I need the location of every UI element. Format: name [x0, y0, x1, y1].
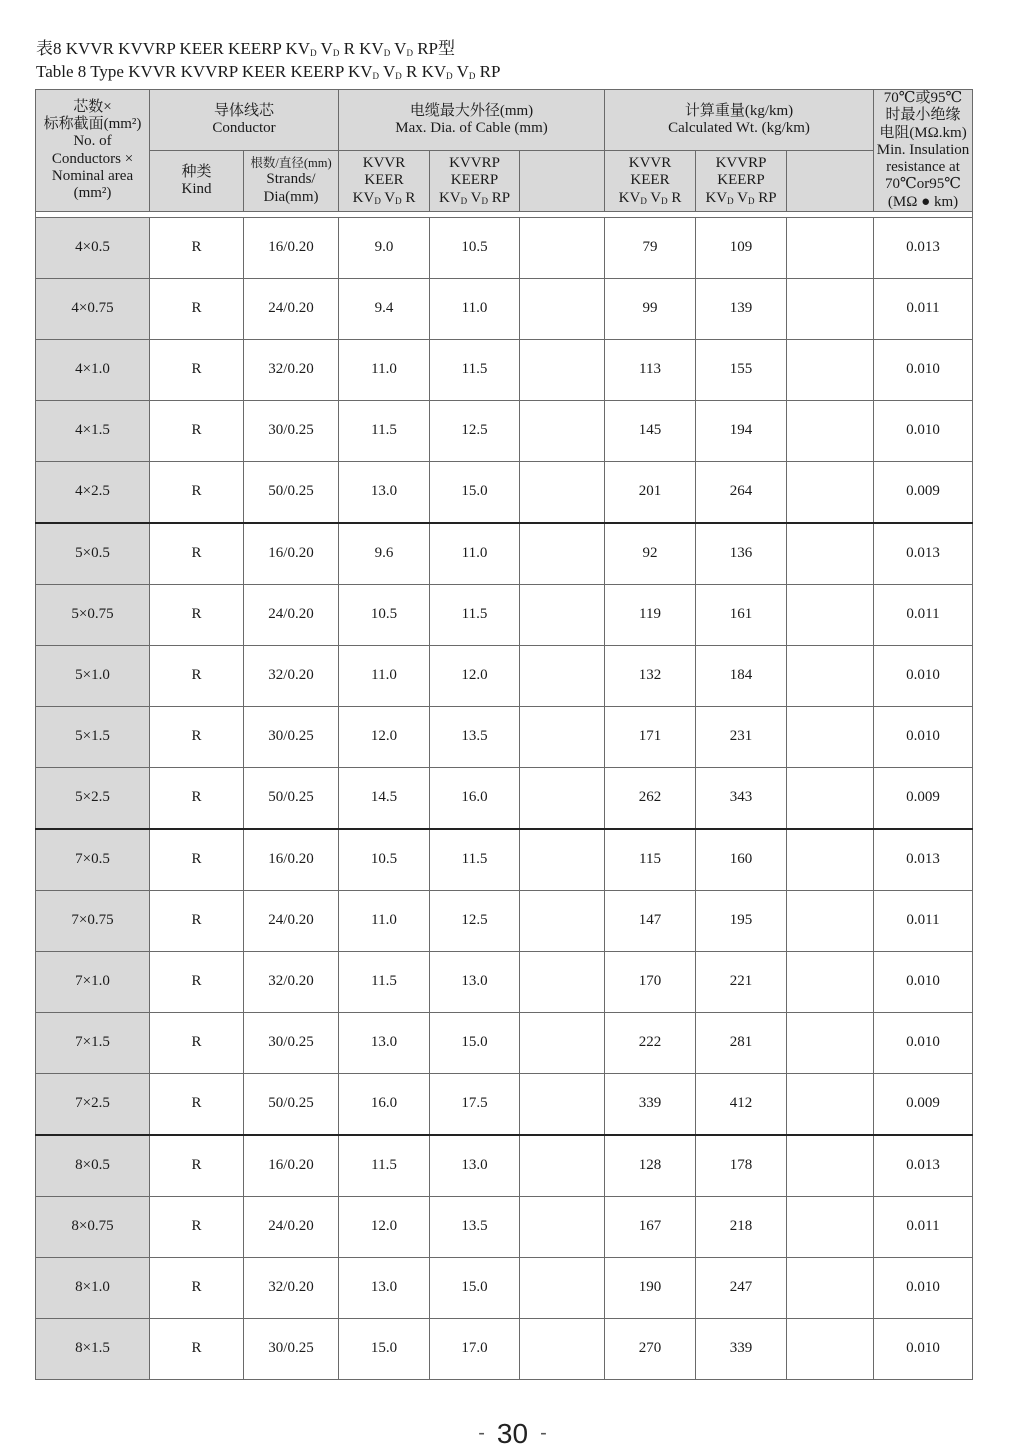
wt-blank-cell	[787, 768, 874, 830]
insulation-resistance-cell: 0.013	[874, 1135, 973, 1197]
wt-type-a-cell: 99	[605, 279, 696, 340]
wt-type-b-cell: 247	[696, 1258, 787, 1319]
size-cell: 4×1.0	[36, 340, 150, 401]
dia-blank-cell	[520, 1197, 605, 1258]
table-title-english: Table 8 Type KVVR KVVRP KEER KEERP $KV_D$ $V_D$ R $KV_D$ $V_D$ RP	[36, 62, 501, 81]
wt-type-a-cell: 147	[605, 891, 696, 952]
insulation-resistance-cell: 0.010	[874, 401, 973, 462]
kind-cell: R	[150, 829, 244, 891]
kind-cell: R	[150, 646, 244, 707]
insulation-resistance-cell: 0.010	[874, 340, 973, 401]
dia-type-a-cell: 13.0	[339, 1013, 430, 1074]
size-cell: 8×1.5	[36, 1319, 150, 1380]
table-row	[36, 279, 973, 340]
wt-type-a-cell: 128	[605, 1135, 696, 1197]
wt-blank-cell	[787, 1197, 874, 1258]
wt-type-b-cell: 155	[696, 340, 787, 401]
table-row	[36, 646, 973, 707]
title-types: KVVR KVVRP KEER KEERP	[128, 62, 344, 81]
title-en-prefix: Table 8 Type	[36, 62, 124, 81]
wt-blank-cell	[787, 829, 874, 891]
insulation-resistance-cell: 0.010	[874, 1319, 973, 1380]
dia-type-a-cell: 9.0	[339, 218, 430, 279]
header-calculated-weight: 计算重量(kg/km) Calculated Wt. (kg/km)	[605, 90, 874, 151]
header-strands: 根数/直径(mm) Strands/ Dia(mm)	[244, 151, 339, 212]
strands-cell: 16/0.20	[244, 523, 339, 585]
wt-type-a-cell: 79	[605, 218, 696, 279]
size-cell: 5×0.5	[36, 523, 150, 585]
dia-type-a-cell: 13.0	[339, 462, 430, 524]
wt-type-b-cell: 339	[696, 1319, 787, 1380]
dia-type-a-cell: 9.6	[339, 523, 430, 585]
wt-blank-cell	[787, 1013, 874, 1074]
wt-type-a-cell: 119	[605, 585, 696, 646]
wt-type-b-cell: 343	[696, 768, 787, 830]
size-cell: 7×0.75	[36, 891, 150, 952]
dia-type-a-cell: 10.5	[339, 585, 430, 646]
insulation-resistance-cell: 0.011	[874, 585, 973, 646]
dia-type-b-cell: 13.5	[430, 707, 520, 768]
wt-type-a-cell: 171	[605, 707, 696, 768]
kind-cell: R	[150, 1258, 244, 1319]
dia-type-b-cell: 11.5	[430, 585, 520, 646]
wt-type-b-cell: 136	[696, 523, 787, 585]
insulation-resistance-cell: 0.010	[874, 707, 973, 768]
dia-blank-cell	[520, 1258, 605, 1319]
wt-type-a-cell: 170	[605, 952, 696, 1013]
wt-blank-cell	[787, 1319, 874, 1380]
wt-type-b-cell: 194	[696, 401, 787, 462]
table-row	[36, 1135, 973, 1197]
dia-blank-cell	[520, 279, 605, 340]
size-cell: 7×2.5	[36, 1074, 150, 1136]
wt-type-a-cell: 167	[605, 1197, 696, 1258]
strands-cell: 32/0.20	[244, 340, 339, 401]
dia-type-b-cell: 11.5	[430, 340, 520, 401]
table-row	[36, 340, 973, 401]
dia-type-a-cell: 9.4	[339, 279, 430, 340]
dia-blank-cell	[520, 401, 605, 462]
wt-type-a-cell: 270	[605, 1319, 696, 1380]
header-dia-type-b: KVVRP KEERP $KV_D$ $V_D$ RP	[430, 151, 520, 212]
table-row	[36, 1013, 973, 1074]
header-max-diameter: 电缆最大外径(mm) Max. Dia. of Cable (mm)	[339, 90, 605, 151]
insulation-resistance-cell: 0.013	[874, 829, 973, 891]
size-cell: 8×0.5	[36, 1135, 150, 1197]
wt-type-a-cell: 201	[605, 462, 696, 524]
wt-type-b-cell: 139	[696, 279, 787, 340]
table-row	[36, 1197, 973, 1258]
size-cell: 7×0.5	[36, 829, 150, 891]
dia-blank-cell	[520, 340, 605, 401]
kind-cell: R	[150, 1197, 244, 1258]
wt-type-b-cell: 161	[696, 585, 787, 646]
dia-type-a-cell: 11.5	[339, 1135, 430, 1197]
size-cell: 5×0.75	[36, 585, 150, 646]
dia-type-b-cell: 13.0	[430, 1135, 520, 1197]
wt-blank-cell	[787, 707, 874, 768]
wt-type-b-cell: 109	[696, 218, 787, 279]
wt-type-b-cell: 184	[696, 646, 787, 707]
wt-type-b-cell: 412	[696, 1074, 787, 1136]
dia-type-b-cell: 15.0	[430, 1013, 520, 1074]
wt-blank-cell	[787, 1258, 874, 1319]
size-cell: 8×1.0	[36, 1258, 150, 1319]
wt-blank-cell	[787, 218, 874, 279]
table-body	[36, 218, 973, 1380]
strands-cell: 32/0.20	[244, 646, 339, 707]
header-wt-type-a: KVVR KEER $KV_D$ $V_D$ R	[605, 151, 696, 212]
wt-type-a-cell: 113	[605, 340, 696, 401]
wt-type-b-cell: 281	[696, 1013, 787, 1074]
wt-type-b-cell: 195	[696, 891, 787, 952]
dia-type-a-cell: 11.5	[339, 401, 430, 462]
kind-cell: R	[150, 462, 244, 524]
wt-type-a-cell: 92	[605, 523, 696, 585]
dia-blank-cell	[520, 523, 605, 585]
wt-blank-cell	[787, 952, 874, 1013]
header-conductor: 导体线芯 Conductor	[150, 90, 339, 151]
insulation-resistance-cell: 0.010	[874, 952, 973, 1013]
wt-type-b-cell: 231	[696, 707, 787, 768]
insulation-resistance-cell: 0.010	[874, 1258, 973, 1319]
dia-blank-cell	[520, 462, 605, 524]
table-row	[36, 462, 973, 524]
wt-blank-cell	[787, 585, 874, 646]
strands-cell: 50/0.25	[244, 1074, 339, 1136]
dia-type-b-cell: 13.5	[430, 1197, 520, 1258]
kind-cell: R	[150, 1319, 244, 1380]
dia-type-a-cell: 12.0	[339, 1197, 430, 1258]
kind-cell: R	[150, 1074, 244, 1136]
dia-type-a-cell: 16.0	[339, 1074, 430, 1136]
dia-type-a-cell: 13.0	[339, 1258, 430, 1319]
wt-blank-cell	[787, 891, 874, 952]
dia-type-a-cell: 10.5	[339, 829, 430, 891]
dia-type-b-cell: 16.0	[430, 768, 520, 830]
table-row	[36, 585, 973, 646]
dia-type-b-cell: 10.5	[430, 218, 520, 279]
header-dia-blank	[520, 151, 605, 212]
strands-cell: 30/0.25	[244, 401, 339, 462]
dia-type-a-cell: 11.0	[339, 646, 430, 707]
strands-cell: 32/0.20	[244, 1258, 339, 1319]
wt-type-a-cell: 145	[605, 401, 696, 462]
dia-type-b-cell: 12.5	[430, 401, 520, 462]
dia-blank-cell	[520, 952, 605, 1013]
table-row	[36, 768, 973, 830]
wt-type-a-cell: 132	[605, 646, 696, 707]
dia-blank-cell	[520, 707, 605, 768]
insulation-resistance-cell: 0.013	[874, 218, 973, 279]
dia-type-b-cell: 12.0	[430, 646, 520, 707]
table-row	[36, 1258, 973, 1319]
table-row	[36, 829, 973, 891]
size-cell: 5×2.5	[36, 768, 150, 830]
strands-cell: 16/0.20	[244, 829, 339, 891]
dia-type-a-cell: 11.0	[339, 891, 430, 952]
table-row	[36, 1074, 973, 1136]
page-number: - 30 -	[478, 1418, 547, 1449]
dia-blank-cell	[520, 768, 605, 830]
wt-type-b-cell: 264	[696, 462, 787, 524]
table-row	[36, 891, 973, 952]
insulation-resistance-cell: 0.009	[874, 462, 973, 524]
table-row	[36, 1319, 973, 1380]
wt-blank-cell	[787, 1074, 874, 1136]
wt-blank-cell	[787, 279, 874, 340]
insulation-resistance-cell: 0.011	[874, 1197, 973, 1258]
table-row	[36, 218, 973, 279]
dia-type-b-cell: 17.0	[430, 1319, 520, 1380]
size-cell: 5×1.0	[36, 646, 150, 707]
wt-type-b-cell: 218	[696, 1197, 787, 1258]
table-row	[36, 401, 973, 462]
strands-cell: 16/0.20	[244, 1135, 339, 1197]
kind-cell: R	[150, 768, 244, 830]
insulation-resistance-cell: 0.009	[874, 1074, 973, 1136]
wt-blank-cell	[787, 646, 874, 707]
kind-cell: R	[150, 279, 244, 340]
wt-blank-cell	[787, 462, 874, 524]
table-title-chinese: 表8 KVVR KVVRP KEER KEERP $KV_D$ $V_D$ R $KV_D$ $V_D$ RP型	[36, 39, 455, 58]
dia-blank-cell	[520, 1135, 605, 1197]
size-cell: 4×0.5	[36, 218, 150, 279]
dia-type-b-cell: 13.0	[430, 952, 520, 1013]
size-cell: 5×1.5	[36, 707, 150, 768]
dia-type-a-cell: 15.0	[339, 1319, 430, 1380]
kind-cell: R	[150, 952, 244, 1013]
wt-type-a-cell: 262	[605, 768, 696, 830]
kind-cell: R	[150, 707, 244, 768]
wt-type-b-cell: 221	[696, 952, 787, 1013]
kind-cell: R	[150, 523, 244, 585]
wt-blank-cell	[787, 401, 874, 462]
strands-cell: 50/0.25	[244, 462, 339, 524]
kind-cell: R	[150, 1013, 244, 1074]
insulation-resistance-cell: 0.009	[874, 768, 973, 830]
kind-cell: R	[150, 891, 244, 952]
dia-type-a-cell: 14.5	[339, 768, 430, 830]
strands-cell: 50/0.25	[244, 768, 339, 830]
dia-blank-cell	[520, 891, 605, 952]
dia-type-a-cell: 11.0	[339, 340, 430, 401]
insulation-resistance-cell: 0.011	[874, 279, 973, 340]
strands-cell: 30/0.25	[244, 707, 339, 768]
kind-cell: R	[150, 340, 244, 401]
strands-cell: 24/0.20	[244, 891, 339, 952]
dia-type-b-cell: 12.5	[430, 891, 520, 952]
strands-cell: 32/0.20	[244, 952, 339, 1013]
dia-type-a-cell: 12.0	[339, 707, 430, 768]
wt-blank-cell	[787, 523, 874, 585]
dia-blank-cell	[520, 1319, 605, 1380]
kind-cell: R	[150, 585, 244, 646]
insulation-resistance-cell: 0.010	[874, 646, 973, 707]
header-dia-type-a: KVVR KEER $KV_D$ $V_D$ R	[339, 151, 430, 212]
strands-cell: 30/0.25	[244, 1013, 339, 1074]
dia-type-b-cell: 11.0	[430, 523, 520, 585]
insulation-resistance-cell: 0.013	[874, 523, 973, 585]
wt-type-a-cell: 115	[605, 829, 696, 891]
insulation-resistance-cell: 0.010	[874, 1013, 973, 1074]
dia-type-b-cell: 17.5	[430, 1074, 520, 1136]
kind-cell: R	[150, 1135, 244, 1197]
header-wt-blank	[787, 151, 874, 212]
wt-blank-cell	[787, 1135, 874, 1197]
title-cn-suffix: 型	[438, 39, 455, 58]
strands-cell: 16/0.20	[244, 218, 339, 279]
title-types: KVVR KVVRP KEER KEERP	[65, 39, 282, 58]
table-row	[36, 952, 973, 1013]
size-cell: 8×0.75	[36, 1197, 150, 1258]
cable-spec-table	[35, 89, 973, 1380]
header-cores-area: 芯数× 标称截面(mm²) No. of Conductors × Nominal area (mm²)	[36, 90, 150, 212]
dia-type-a-cell: 11.5	[339, 952, 430, 1013]
dia-type-b-cell: 11.0	[430, 279, 520, 340]
wt-type-a-cell: 190	[605, 1258, 696, 1319]
dia-blank-cell	[520, 829, 605, 891]
dia-blank-cell	[520, 1013, 605, 1074]
dia-type-b-cell: 15.0	[430, 1258, 520, 1319]
wt-type-b-cell: 160	[696, 829, 787, 891]
kind-cell: R	[150, 401, 244, 462]
size-cell: 4×0.75	[36, 279, 150, 340]
size-cell: 4×2.5	[36, 462, 150, 524]
title-cn-prefix: 表8	[36, 39, 62, 58]
dia-blank-cell	[520, 585, 605, 646]
dia-blank-cell	[520, 646, 605, 707]
table-row	[36, 707, 973, 768]
kind-cell: R	[150, 218, 244, 279]
header-kind: 种类 Kind	[150, 151, 244, 212]
strands-cell: 24/0.20	[244, 1197, 339, 1258]
strands-cell: 30/0.25	[244, 1319, 339, 1380]
wt-type-a-cell: 339	[605, 1074, 696, 1136]
size-cell: 7×1.5	[36, 1013, 150, 1074]
dia-type-b-cell: 15.0	[430, 462, 520, 524]
strands-cell: 24/0.20	[244, 279, 339, 340]
wt-blank-cell	[787, 340, 874, 401]
strands-cell: 24/0.20	[244, 585, 339, 646]
size-cell: 7×1.0	[36, 952, 150, 1013]
dia-type-b-cell: 11.5	[430, 829, 520, 891]
wt-type-b-cell: 178	[696, 1135, 787, 1197]
table-header	[36, 90, 973, 212]
wt-type-a-cell: 222	[605, 1013, 696, 1074]
header-insulation-resistance: 70℃或95℃ 时最小绝缘 电阻(MΩ.km) Min. Insulation resistance at 70℃or95℃ (MΩ ● km)	[874, 90, 973, 212]
dia-blank-cell	[520, 1074, 605, 1136]
size-cell: 4×1.5	[36, 401, 150, 462]
table-row	[36, 523, 973, 585]
insulation-resistance-cell: 0.011	[874, 891, 973, 952]
header-wt-type-b: KVVRP KEERP $KV_D$ $V_D$ RP	[696, 151, 787, 212]
dia-blank-cell	[520, 218, 605, 279]
